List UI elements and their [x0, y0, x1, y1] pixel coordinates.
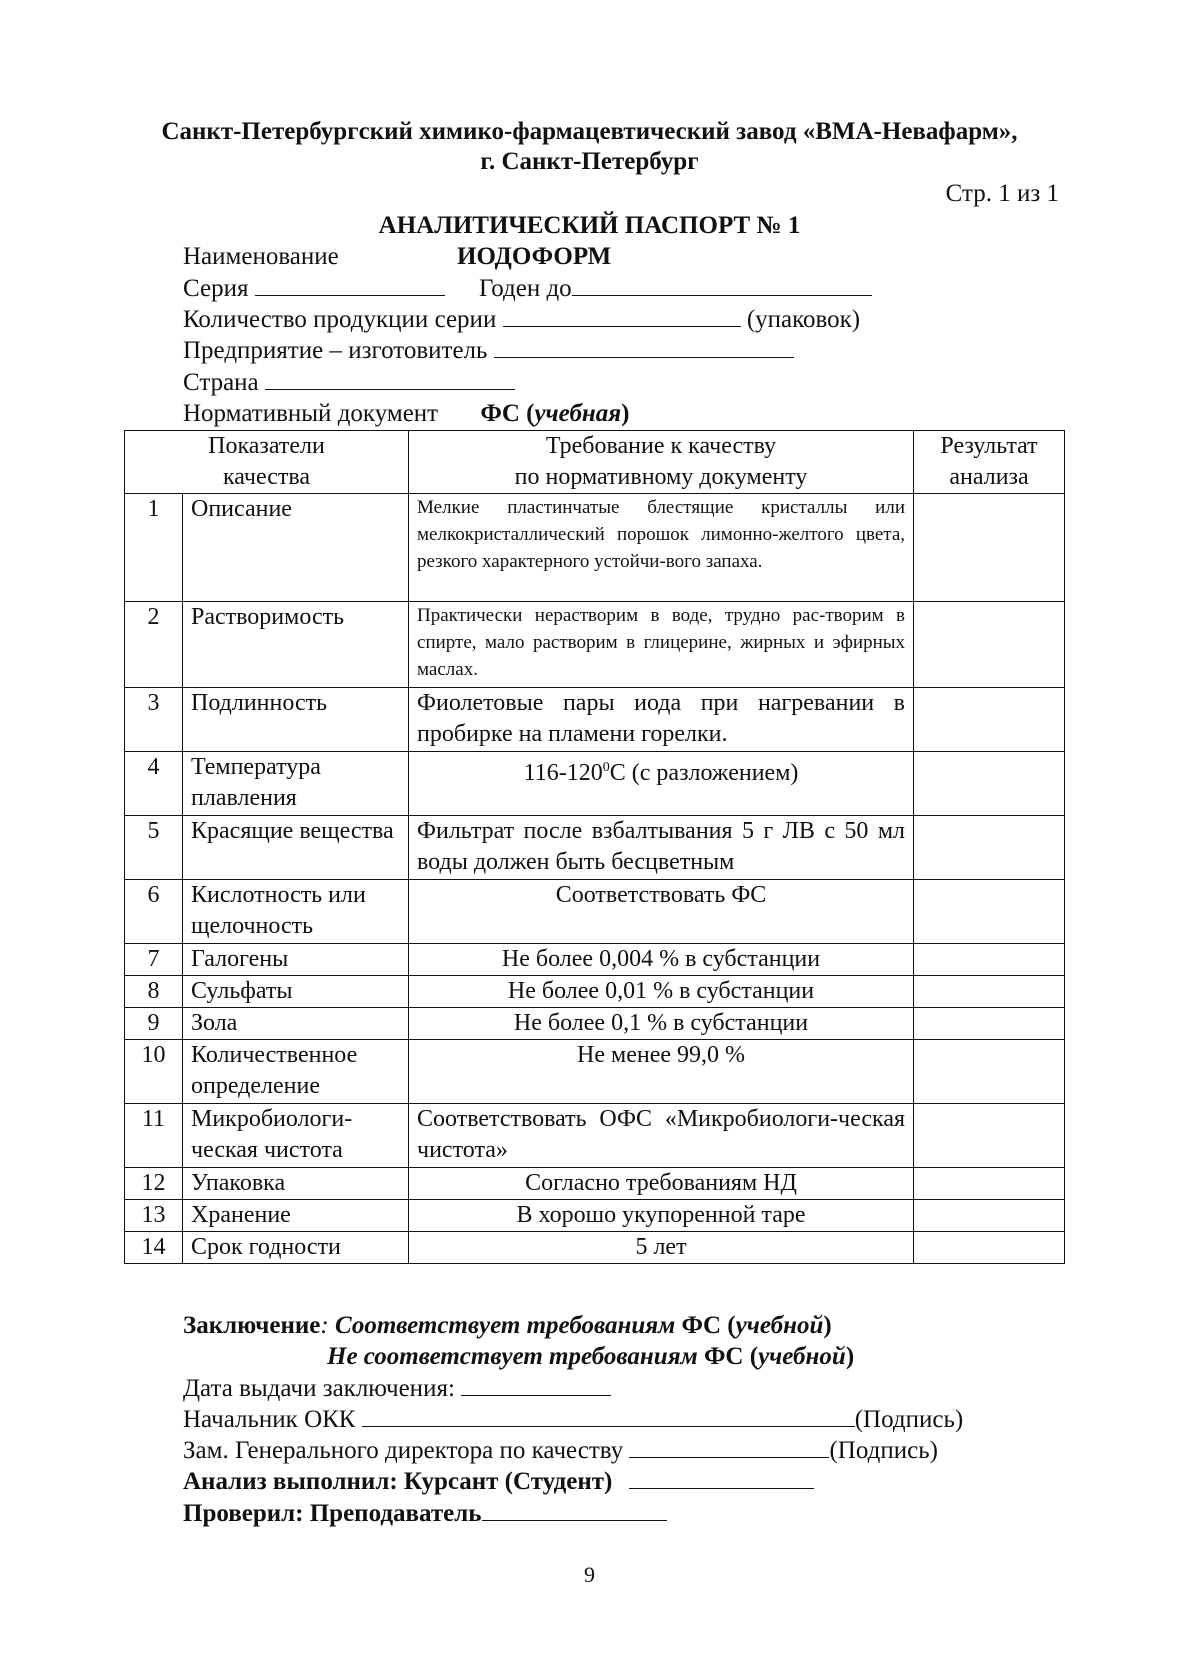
row-requirement: Не более 0,01 % в субстанции — [409, 976, 914, 1008]
row-number: 1 — [125, 494, 183, 602]
document-title: АНАЛИТИЧЕСКИЙ ПАСПОРТ № 1 — [378, 212, 801, 239]
row-number: 5 — [125, 816, 183, 880]
quantity-blank[interactable] — [503, 306, 741, 327]
manufacturer-label: Предприятие – изготовитель — [183, 337, 488, 364]
row-requirement: Мелкие пластинчатые блестящие кристаллы или мелкокристаллический порошок лимонно-желтого цвета, резкого характерного устойчи-вого запаха. — [409, 494, 914, 602]
quantity-field — [183, 306, 860, 334]
row-number: 10 — [125, 1040, 183, 1104]
row-requirement: Согласно требованиям НД — [409, 1168, 914, 1200]
row-result-cell[interactable] — [914, 1232, 1065, 1264]
row-number: 14 — [125, 1232, 183, 1264]
page-reference: Стр. 1 из 1 — [945, 180, 1059, 207]
analyst-label: Анализ выполнил: Курсант (Студент) — [183, 1468, 613, 1495]
table-row — [125, 976, 1065, 1008]
issue-date-field — [183, 1375, 611, 1403]
table-row — [125, 1008, 1065, 1040]
row-result-cell[interactable] — [914, 1008, 1065, 1040]
row-result-cell[interactable] — [914, 602, 1065, 688]
row-requirement: Соответствовать ОФС «Микробиологи-ческая чистота» — [409, 1104, 914, 1168]
country-blank[interactable] — [265, 369, 515, 390]
row-indicator: Микробиологи-ческая чистота — [183, 1104, 409, 1168]
row-number: 11 — [125, 1104, 183, 1168]
normative-document-label: Нормативный документ — [183, 400, 439, 427]
quantity-label: Количество продукции серии — [183, 306, 497, 333]
row-requirement: Не менее 99,0 % — [409, 1040, 914, 1104]
okk-head-signature-field — [183, 1406, 963, 1434]
row-requirement: Не более 0,1 % в субстанции — [409, 1008, 914, 1040]
table-header-row — [125, 431, 1065, 494]
normative-document-value: ФС (учебная) — [480, 400, 630, 427]
table-row — [125, 1200, 1065, 1232]
page-number: 9 — [584, 1562, 595, 1587]
header-result: Результат анализа — [914, 431, 1065, 494]
table-row — [125, 1040, 1065, 1104]
country-field — [183, 369, 515, 397]
okk-head-label: Начальник ОКК — [183, 1406, 356, 1433]
row-result-cell[interactable] — [914, 1200, 1065, 1232]
product-name-label: Наименование — [183, 243, 339, 270]
row-requirement: В хорошо укупоренной таре — [409, 1200, 914, 1232]
row-indicator: Растворимость — [183, 602, 409, 688]
table-row — [125, 816, 1065, 880]
series-blank[interactable] — [255, 275, 445, 296]
row-requirement: Не более 0,004 % в субстанции — [409, 944, 914, 976]
series-field — [183, 275, 872, 303]
row-indicator: Кислотность или щелочность — [183, 880, 409, 944]
row-result-cell[interactable] — [914, 976, 1065, 1008]
row-requirement: Фильтрат после взбалтывания 5 г ЛВ с 50 мл воды должен быть бесцветным — [409, 816, 914, 880]
checker-label: Проверил: Преподаватель — [183, 1500, 482, 1527]
table-row — [125, 1168, 1065, 1200]
deputy-director-signature-field — [183, 1437, 938, 1465]
issue-date-label: Дата выдачи заключения: — [183, 1375, 455, 1402]
table-row — [125, 602, 1065, 688]
row-result-cell[interactable] — [914, 1168, 1065, 1200]
row-number: 9 — [125, 1008, 183, 1040]
row-indicator: Срок годности — [183, 1232, 409, 1264]
row-result-cell[interactable] — [914, 1104, 1065, 1168]
checker-field — [183, 1500, 667, 1528]
row-result-cell[interactable] — [914, 752, 1065, 816]
deputy-director-signature-blank[interactable] — [629, 1437, 829, 1458]
manufacturer-field — [183, 337, 794, 365]
conclusion-option-compliant[interactable]: Заключение: Соответствует требованиям ФС (учебной) — [183, 1312, 832, 1339]
row-requirement: $116-120^0С$ (с разложением) — [409, 752, 914, 816]
row-result-cell[interactable] — [914, 944, 1065, 976]
row-number: 13 — [125, 1200, 183, 1232]
row-indicator: Галогены — [183, 944, 409, 976]
table-row — [125, 688, 1065, 752]
checker-signature-blank[interactable] — [482, 1500, 667, 1521]
table-row — [125, 1232, 1065, 1264]
row-requirement: Фиолетовые пары иода при нагревании в пробирке на пламени горелки. — [409, 688, 914, 752]
product-name-field — [183, 243, 611, 271]
row-indicator: Красящие вещества — [183, 816, 409, 880]
row-indicator: Температура плавления — [183, 752, 409, 816]
header-requirements: Требование к качеству по нормативному документу — [409, 431, 914, 494]
row-number: 4 — [125, 752, 183, 816]
table-row — [125, 752, 1065, 816]
table-row — [125, 880, 1065, 944]
analyst-signature-blank[interactable] — [629, 1468, 814, 1489]
analyst-field — [183, 1468, 814, 1496]
row-number: 2 — [125, 602, 183, 688]
row-number: 8 — [125, 976, 183, 1008]
expiry-label: Годен до — [478, 275, 572, 302]
row-result-cell[interactable] — [914, 880, 1065, 944]
row-number: 6 — [125, 880, 183, 944]
row-indicator: Описание — [183, 494, 409, 602]
row-indicator: Количественное определение — [183, 1040, 409, 1104]
table-row — [125, 494, 1065, 602]
signature-caption: (Подпись) — [829, 1437, 938, 1464]
quality-indicators-table — [124, 430, 1065, 1264]
signature-caption: (Подпись) — [854, 1406, 964, 1433]
conclusion-option-noncompliant[interactable]: Не соответствует требованиям ФС (учебной) — [327, 1343, 855, 1370]
row-requirement: Практически нерастворим в воде, трудно рас-творим в спирте, мало растворим в глицерине, жирных и эфирных маслах. — [409, 602, 914, 688]
row-indicator: Зола — [183, 1008, 409, 1040]
row-result-cell[interactable] — [914, 1040, 1065, 1104]
row-indicator: Упаковка — [183, 1168, 409, 1200]
organization-name: Санкт-Петербургский химико-фармацевтический завод «ВМА-Невафарм», — [161, 118, 1018, 145]
row-number: 12 — [125, 1168, 183, 1200]
row-requirement: Соответствовать ФС — [409, 880, 914, 944]
expiry-blank[interactable] — [572, 275, 872, 296]
row-result-cell[interactable] — [914, 494, 1065, 602]
manufacturer-blank[interactable] — [494, 337, 794, 358]
country-label: Страна — [183, 369, 259, 396]
row-number: 3 — [125, 688, 183, 752]
series-label: Серия — [183, 275, 249, 302]
row-indicator: Хранение — [183, 1200, 409, 1232]
issue-date-blank[interactable] — [461, 1375, 611, 1396]
row-requirement: 5 лет — [409, 1232, 914, 1264]
row-result-cell[interactable] — [914, 688, 1065, 752]
row-indicator: Сульфаты — [183, 976, 409, 1008]
table-row — [125, 1104, 1065, 1168]
quantity-unit: (упаковок) — [746, 306, 861, 333]
row-number: 7 — [125, 944, 183, 976]
organization-city: г. Санкт-Петербург — [480, 148, 699, 175]
okk-head-signature-blank[interactable] — [362, 1406, 855, 1427]
product-name-value: ИОДОФОРМ — [457, 243, 612, 270]
table-row — [125, 944, 1065, 976]
header-indicators: Показатели качества — [125, 431, 409, 494]
row-result-cell[interactable] — [914, 816, 1065, 880]
conclusion-label: Заключение — [183, 1312, 321, 1339]
row-indicator: Подлинность — [183, 688, 409, 752]
normative-document-field — [183, 400, 630, 428]
deputy-director-label: Зам. Генерального директора по качеству — [183, 1437, 624, 1464]
